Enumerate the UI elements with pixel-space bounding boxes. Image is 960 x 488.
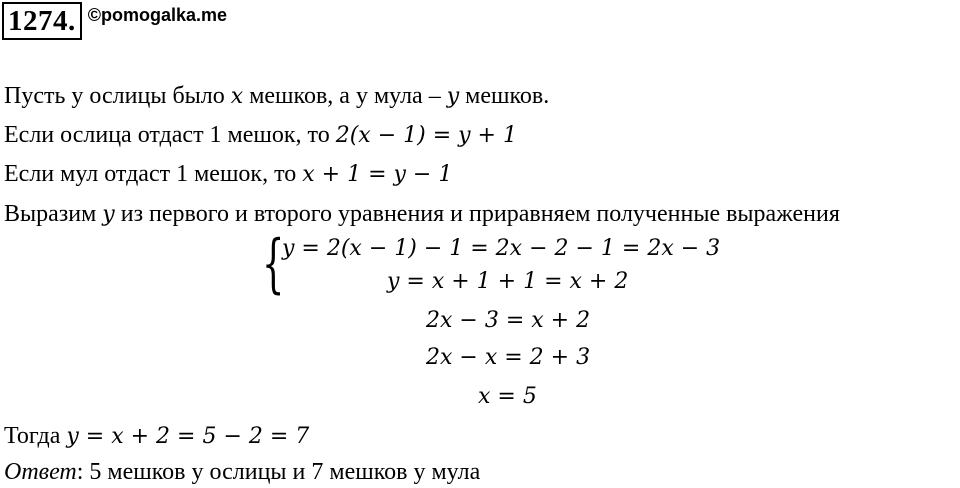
problem-number: 1274. xyxy=(2,2,82,40)
var-y-2: y xyxy=(102,202,115,227)
line1-part-c: мешков. xyxy=(459,83,550,109)
line1-part-a: Пусть у ослицы было xyxy=(4,83,231,109)
system-equation-2: y = x + 1 + 1 = x + 2 xyxy=(387,269,629,294)
answer-text: : 5 мешков у ослицы и 7 мешков у мула xyxy=(76,459,481,485)
line3-equation: x + 1 = y − 1 xyxy=(302,162,453,187)
var-y: y xyxy=(446,84,460,109)
then-equation: y = x + 2 = 5 − 2 = 7 xyxy=(66,424,310,449)
line4-part-b: из первого и второго уравнения и приравняем полученные выражения xyxy=(114,201,840,227)
equation-step-3: x = 5 xyxy=(478,384,537,409)
system-brace-icon: { xyxy=(262,227,285,301)
then-label: Тогда xyxy=(4,423,67,449)
header xyxy=(2,1,227,41)
text-line-1 xyxy=(4,81,549,112)
equation-step-2: 2x − x = 2 + 3 xyxy=(426,345,591,370)
text-line-3 xyxy=(4,159,452,190)
then-line xyxy=(4,421,309,452)
answer-label: Ответ xyxy=(4,459,77,485)
text-line-4 xyxy=(4,199,840,230)
line1-part-b: мешков, а у мула – xyxy=(243,83,447,109)
site-watermark: ©pomogalka.me xyxy=(87,5,228,25)
equation-step-1: 2x − 3 = x + 2 xyxy=(426,308,591,333)
line3-text: Если мул отдаст 1 мешок, то xyxy=(4,161,303,187)
system-equation-1: y = 2(x − 1) − 1 = 2x − 2 − 1 = 2x − 3 xyxy=(282,236,721,261)
line2-equation: 2(x − 1) = y + 1 xyxy=(335,123,517,148)
text-line-2 xyxy=(4,120,517,151)
line2-text: Если ослица отдаст 1 мешок, то xyxy=(4,122,336,148)
answer-line xyxy=(4,457,480,487)
var-x: x xyxy=(230,84,244,109)
line4-part-a: Выразим xyxy=(4,201,103,227)
